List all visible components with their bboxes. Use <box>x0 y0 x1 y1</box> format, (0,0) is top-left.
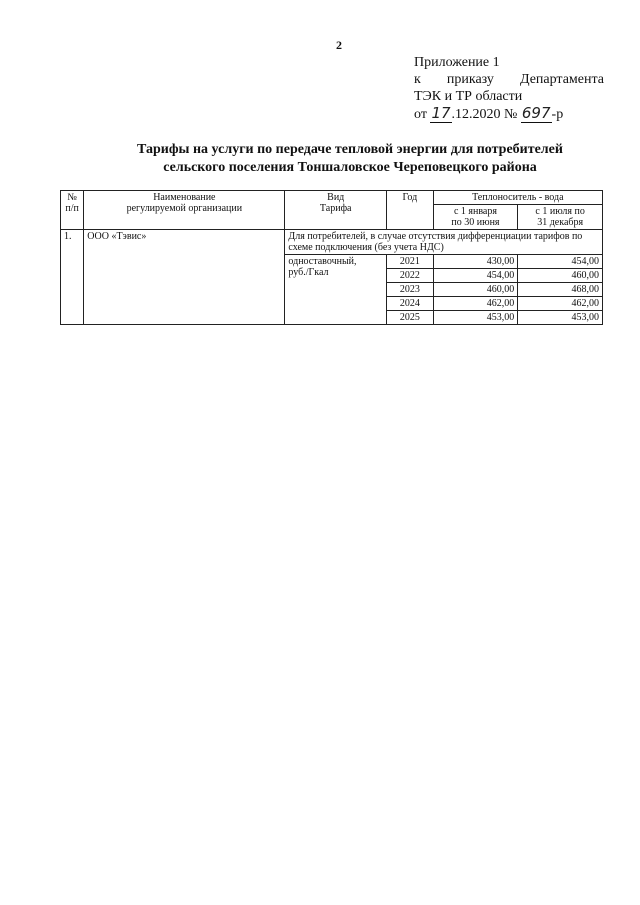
title-line-1: Тарифы на услуги по передаче тепловой энергии для потребителей <box>137 142 563 157</box>
header-tariff-type <box>285 191 387 230</box>
appendix-title: Приложение 1 <box>414 55 500 70</box>
value-h2-cell: 462,00 <box>518 297 603 311</box>
value-h1-cell: 430,00 <box>433 255 518 269</box>
header-type-line2: Тарифа <box>319 203 352 214</box>
table-header-row <box>61 191 603 205</box>
table-row <box>61 230 603 255</box>
value-h2-cell: 453,00 <box>518 311 603 325</box>
period1-line1: с 1 января <box>453 206 497 217</box>
value-h1-cell: 462,00 <box>433 297 518 311</box>
row-number: 1. <box>61 230 84 325</box>
appendix-date-rest: .12.2020 № <box>451 107 518 122</box>
year-cell: 2021 <box>387 255 434 269</box>
appendix-number-suffix: -р <box>551 107 564 122</box>
header-year: Год <box>387 191 434 230</box>
tariff-type-line1: одноставочный, <box>288 256 357 267</box>
year-cell: 2025 <box>387 311 434 325</box>
period2-line2: 31 декабря <box>537 217 584 228</box>
value-h2-cell: 454,00 <box>518 255 603 269</box>
header-number-line2: п/п <box>65 203 79 214</box>
period2-line1: с 1 июля по <box>535 206 585 217</box>
header-period-2 <box>518 205 603 230</box>
appendix-date-line <box>414 105 604 123</box>
year-cell: 2024 <box>387 297 434 311</box>
header-type-line1: Вид <box>327 192 345 203</box>
appendix-department: Департамента <box>519 72 604 87</box>
value-h1-cell: 453,00 <box>433 311 518 325</box>
header-carrier: Теплоноситель - вода <box>433 191 602 205</box>
tariff-type <box>285 255 387 325</box>
header-organization <box>84 191 285 230</box>
year-cell: 2023 <box>387 283 434 297</box>
appendix-header <box>414 54 604 123</box>
handwritten-order-number: 697 <box>521 104 551 122</box>
appendix-order-line <box>414 71 604 88</box>
consumer-note: Для потребителей, в случае отсутствия дифференциации тарифов по схеме подключения (без учета НДС) <box>285 230 603 255</box>
header-org-line2: регулируемой организации <box>126 203 243 214</box>
header-number-line1: № <box>67 192 77 203</box>
header-period-1 <box>433 205 518 230</box>
appendix-date-prefix: от <box>414 107 427 122</box>
appendix-k: к <box>414 72 421 87</box>
period1-line2: по 30 июня <box>451 217 500 228</box>
organization-name: ООО «Тэвис» <box>84 230 285 325</box>
appendix-authority: ТЭК и ТР области <box>414 89 523 104</box>
value-h1-cell: 460,00 <box>433 283 518 297</box>
document-title <box>60 141 640 177</box>
value-h1-cell: 454,00 <box>433 269 518 283</box>
header-number <box>61 191 84 230</box>
header-org-line1: Наименование <box>153 192 216 203</box>
appendix-order-word: приказу <box>446 72 494 87</box>
page-number: 2 <box>336 38 342 52</box>
value-h2-cell: 460,00 <box>518 269 603 283</box>
tariff-table <box>60 190 603 325</box>
handwritten-day: 17 <box>431 104 451 122</box>
title-line-2: сельского поселения Тоншаловское Череповецкого района <box>163 160 537 175</box>
year-cell: 2022 <box>387 269 434 283</box>
tariff-type-line2: руб./Гкал <box>288 267 329 278</box>
value-h2-cell: 468,00 <box>518 283 603 297</box>
